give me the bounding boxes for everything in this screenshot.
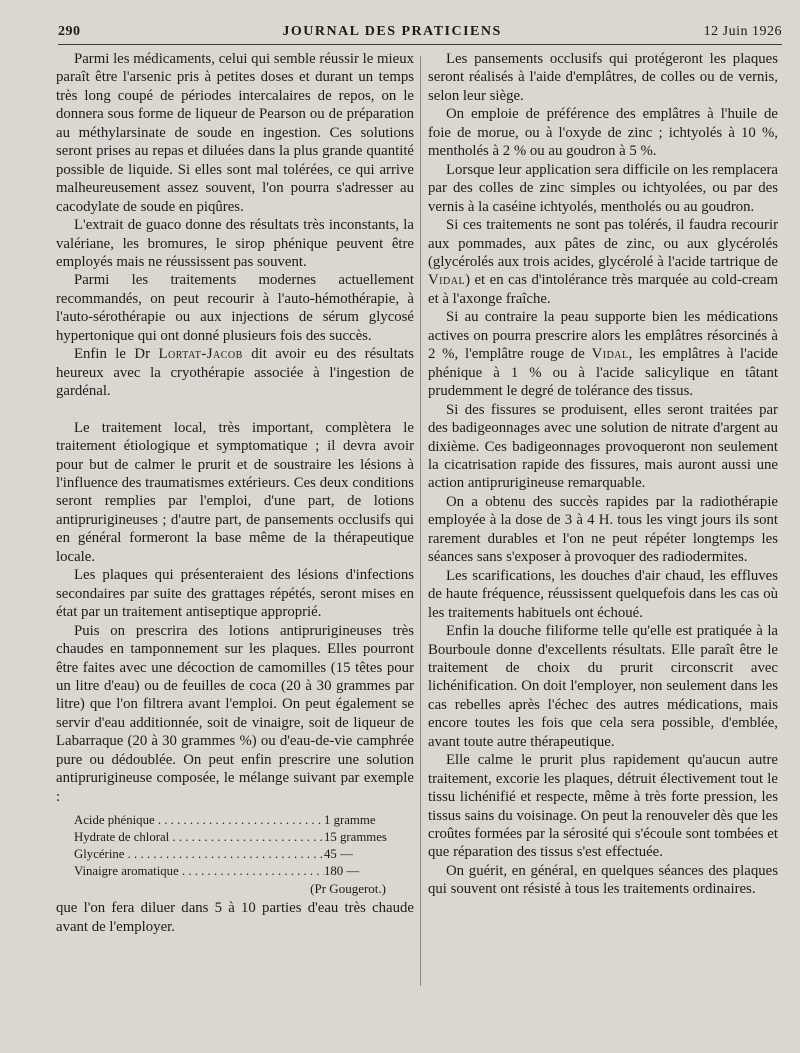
ingredient-name: Hydrate de chloral . . . xyxy=(74,829,324,846)
paragraph: Elle calme le prurit plus rapidement qu'aucun autre traitement, excorie les plaques, détruit électivement tout le tissu lichénifié et respecte, même à très forte pression, les tissus sains du voisinage. On peut la renouveler dès que les croûtes formées par la sérosité qui s'écoule sont tombées et que réparation des tissus s'est effectuée. xyxy=(428,752,778,861)
paragraph: Enfin la douche filiforme telle qu'elle est pratiquée à la Bourboule donne d'excellents résultats. Elle paraît être le traitement de choix du prurit circonscrit avec lichénification. On doit l'employer, non seulement dans les cas rebelles après l'échec des autres médications, mais encore toutes les fois que cela sera possible, d'emblée, avant toute autre thérapeutique. xyxy=(428,623,778,750)
paragraph: Parmi les médicaments, celui qui semble réussir le mieux paraît être l'arsenic pris à petites doses et durant un temps très long coupé de périodes intercalaires de repos, on le donnera sous forme de liqueur de Pearson ou de préparation au méthylarsinate de soude en ingestion. Ces solutions seront prises au repas et diluées dans la plus grande quantité possible de liquide. Si elles sont mal tolérées, ce qui arrive malheureusement assez souvent, l'on pourra s'adresser au cacodylate de soude en piqûres. xyxy=(56,51,414,215)
paragraph-text: dit avoir eu des résultats heureux avec la cryothérapie associée à l'ingestion de gardénal. xyxy=(56,346,414,400)
column-divider xyxy=(420,56,421,986)
ingredient-name: Glycérine . . . xyxy=(74,846,324,863)
ingredient-qty: 15 grammes xyxy=(324,830,387,845)
paragraph: On emploie de préférence des emplâtres à l'huile de foie de morue, ou à l'oxyde de zinc ; ichtyolés à 10 %, mentholés à 2 % ou au goudron à 5 %. xyxy=(428,106,778,160)
paragraph: Si des fissures se produisent, elles seront traitées par des badigeonnages avec une solution de nitrate d'argent au dixième. Ces badigeonnages provoqueront non seulement la cicatrisation rapide des fissures, mais auront aussi une action antiprurigineuse remarquable. xyxy=(428,401,778,492)
author-name: Lortat-Jacob xyxy=(158,346,243,363)
paragraph: On guérit, en général, en quelques séances des plaques qui souvent ont résisté à tous les traitements ordinaires. xyxy=(428,862,778,898)
paragraph: Les pansements occlusifs qui protégeront les plaques seront réalisés à l'aide d'emplâtres, de colles ou de vernis, selon leur siège. xyxy=(428,51,778,104)
page-header xyxy=(58,12,782,45)
paragraph: Lorsque leur application sera difficile on les remplacera par des colles de zinc simples ou ichtyolées, ou par des vernis à la caséine ichtyolés, mentholés ou au goudron. xyxy=(428,161,778,215)
paragraph-text: Si ces traitements ne sont pas tolérés, il faudra recourir aux pommades, aux pâtes de zinc, ou aux glycérolés (glycérolés aux trois acides, glycérolé à l'acide tartrique de xyxy=(428,217,778,270)
paragraph: Puis on prescrira des lotions antiprurigineuses très chaudes en tamponnement sur les plaques. Elles pourront être faites avec une décoction de camomilles (15 têtes pour un litre d'eau) ou de feuilles de coca (20 à 30 grammes par litre) que l'on filtrera avant l'emploi. On peut également se servir d'eau additionnée, soit de vinaigre, soit de liqueur de Labarraque (20 à 30 grammes %) ou d'eau-de-vie camphrée pure ou dédoublée. On peut enfin prescrire une solution antiprurigineuse composée, le mélange suivant par exemple : xyxy=(56,622,414,805)
paragraph xyxy=(428,308,778,400)
paragraph-text: ) et en cas d'intolérance très marquée au cold-cream et à l'axonge fraîche. xyxy=(428,272,778,307)
paragraph: On a obtenu des succès rapides par la radiothérapie employée à la dose de 3 à 4 H. tous les vingt jours ils sont rarement durables et l'on ne peut répéter longtemps les séances sans s'exposer à provoquer des radiodermites. xyxy=(428,493,778,566)
author-name: Vidal xyxy=(591,346,629,363)
ingredient-qty: 1 gramme xyxy=(324,813,376,828)
left-column xyxy=(56,50,414,936)
paragraph: Parmi les traitements modernes actuellement recommandés, on peut recourir à l'auto-hémothérapie, à l'auto-sérothérapie ou aux injections de sérum glycosé hypertonique qui ont donné plusieurs fois des succès. xyxy=(56,272,414,344)
page-number: 290 xyxy=(58,24,81,39)
paragraph: Le traitement local, très important, complètera le traitement étiologique et symptomatique ; il devra avoir pour but de calmer le prurit et de soustraire les lésions à l'influence des traumatismes extérieurs. Ces deux conditions seront remplies par l'emploi, d'une part, de lotions antiprurigineuses ; d'autre part, de pansements occlusifs qui en général formeront la base même de la thérapeutique locale. xyxy=(56,419,414,565)
issue-date: 12 Juin 1926 xyxy=(703,24,782,39)
ingredient-name: Vinaigre aromatique . . . xyxy=(74,863,324,880)
paragraph-text: , les emplâtres à l'acide phénique à 1 % ou à l'acide salicylique en tâtant prudemment le degré de tolérance des tissus. xyxy=(428,346,778,400)
recipe-row xyxy=(74,829,414,846)
paragraph xyxy=(428,216,778,308)
paragraph-text: Enfin le Dr xyxy=(74,346,151,363)
ingredient-name: Acide phénique . . . xyxy=(74,812,324,829)
recipe-row xyxy=(74,846,414,863)
paragraph-text: Si au contraire la peau supporte bien les médications actives on pourra prescrire alors les emplâtres résorcinés à 2 %, l'emplâtre rouge de xyxy=(428,309,778,363)
recipe-row xyxy=(74,812,414,829)
right-column xyxy=(428,50,778,899)
author-name: Vidal xyxy=(428,272,466,289)
paragraph: Les scarifications, les douches d'air chaud, les effluves de haute fréquence, réussissent quelquefois dans les cas où les traitements habituels ont échoué. xyxy=(428,567,778,621)
journal-title: JOURNAL DES PRATICIENS xyxy=(282,24,502,39)
paragraph: que l'on fera diluer dans 5 à 10 parties d'eau très chaude avant de l'employer. xyxy=(56,900,414,935)
paragraph: Les plaques qui présenteraient des lésions d'infections secondaires par suite des grattages répétés, seront mises en état par un traitement antiseptique approprié. xyxy=(56,567,414,621)
recipe-row xyxy=(74,863,414,880)
paragraph: L'extrait de guaco donne des résultats très inconstants, la valériane, les bromures, le sirop phénique peuvent être employés mais ne réussissent pas souvent. xyxy=(56,217,414,270)
recipe-source: (Pr Gougerot.) xyxy=(310,881,386,897)
paragraph xyxy=(56,345,414,400)
ingredient-qty: 180 — xyxy=(324,864,360,879)
ingredient-qty: 45 — xyxy=(324,847,353,862)
recipe-table xyxy=(74,812,414,897)
